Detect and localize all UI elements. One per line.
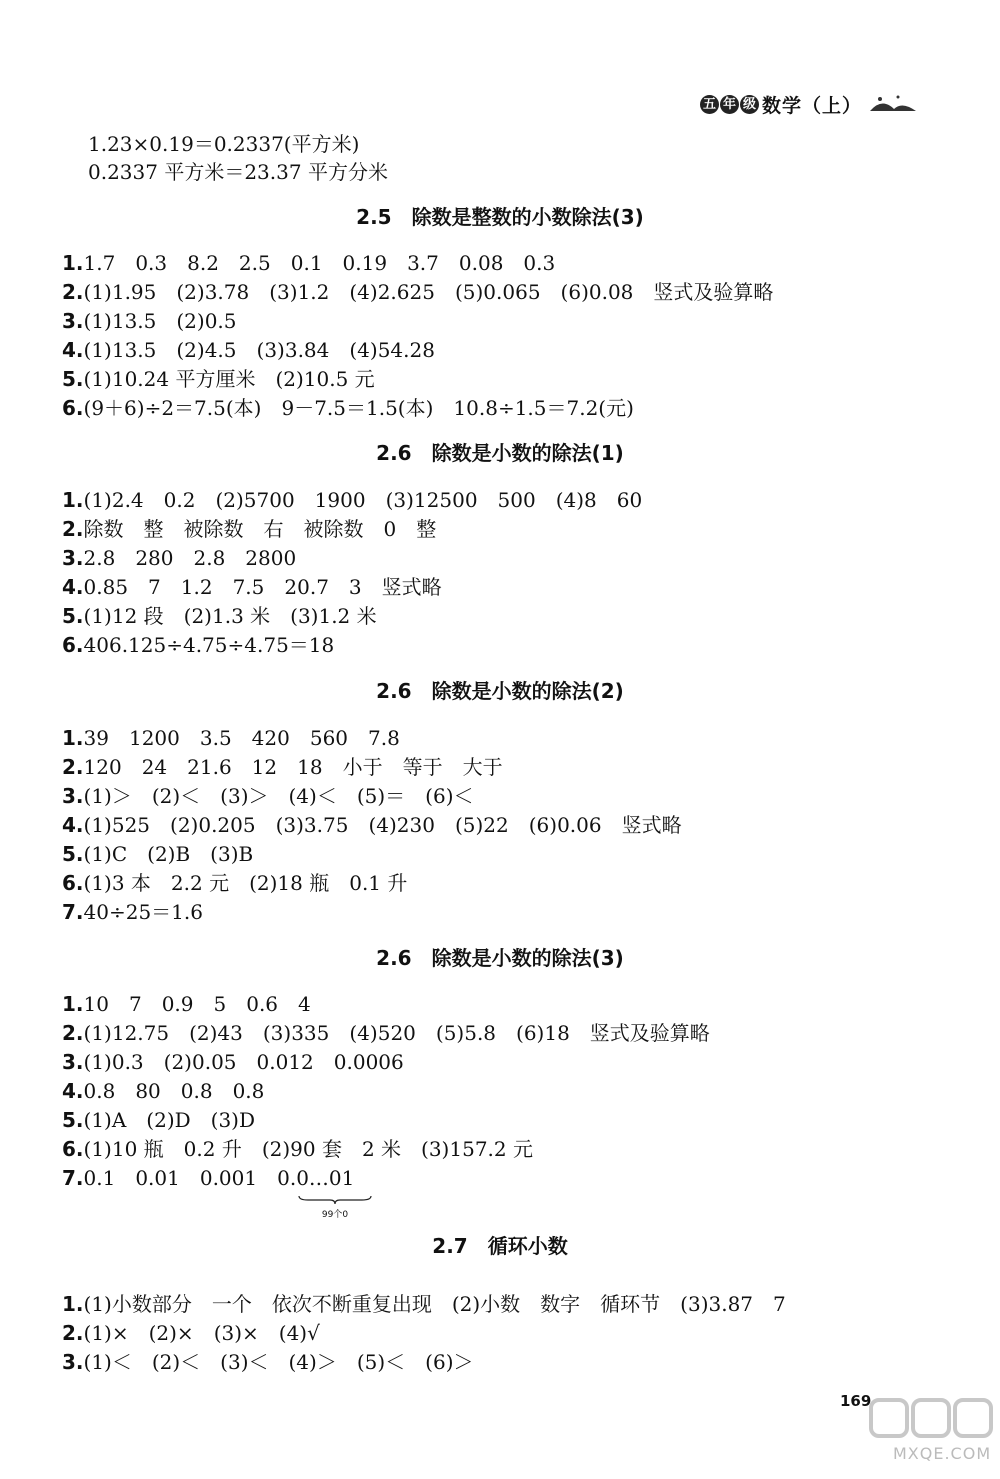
item-number: 5. — [62, 842, 84, 866]
answer-line — [62, 249, 555, 277]
item-text: 120 24 21.6 12 18 小于 等于 大于 — [83, 755, 503, 779]
item-number: 6. — [62, 396, 84, 420]
answer-line — [62, 753, 503, 781]
underbrace-icon — [298, 1195, 372, 1205]
item-text: (1)13.5 (2)4.5 (3)3.84 (4)54.28 — [83, 338, 435, 362]
answer-line — [62, 1106, 255, 1134]
answer-line — [62, 1290, 786, 1318]
page-header — [700, 86, 940, 122]
grade-char: 年 — [720, 95, 739, 114]
answer-line — [62, 1348, 474, 1376]
item-text: (1)C (2)B (3)B — [83, 842, 254, 866]
item-number: 3. — [62, 784, 84, 808]
grade-char: 级 — [740, 95, 759, 114]
grade-char: 五 — [700, 95, 719, 114]
item-number: 2. — [62, 1321, 84, 1345]
item-text: (1)1.95 (2)3.78 (3)1.2 (4)2.625 (5)0.065 (6)0.08 竖式及验算略 — [83, 280, 774, 304]
watermark-text: MXQE.COM — [893, 1444, 992, 1463]
item-number: 3. — [62, 309, 84, 333]
section-title: 2.6 除数是小数的除法(1) — [376, 441, 624, 465]
answer-line — [62, 278, 773, 306]
item-text: (9＋6)÷2＝7.5(本) 9－7.5＝1.5(本) 10.8÷1.5＝7.2(元) — [83, 396, 634, 420]
answer-line — [62, 898, 203, 926]
item-number: 2. — [62, 755, 84, 779]
section-title: 2.6 除数是小数的除法(3) — [376, 946, 624, 970]
page-number: 169 — [840, 1392, 872, 1410]
item-number: 7. — [62, 1166, 84, 1190]
answer-line — [62, 515, 436, 543]
item-text: 1.7 0.3 8.2 2.5 0.1 0.19 3.7 0.08 0.3 — [83, 251, 556, 275]
item-number: 6. — [62, 1137, 84, 1161]
answer-line — [62, 1048, 404, 1076]
item-number: 1. — [62, 992, 84, 1016]
item-text: (1)12 段 (2)1.3 米 (3)1.2 米 — [83, 604, 377, 628]
item-text: (1)10 瓶 0.2 升 (2)90 套 2 米 (3)157.2 元 — [83, 1137, 533, 1161]
item-number: 7. — [62, 900, 84, 924]
item-text: (1)A (2)D (3)D — [83, 1108, 256, 1132]
underbrace-annotation — [298, 1190, 372, 1220]
answer-line — [62, 631, 334, 659]
item-text: 39 1200 3.5 420 560 7.8 — [83, 726, 400, 750]
item-number: 2. — [62, 517, 84, 541]
item-number: 2. — [62, 1021, 84, 1045]
item-text: (1)3 本 2.2 元 (2)18 瓶 0.1 升 — [83, 871, 408, 895]
answer-line — [62, 869, 407, 897]
answer-line — [62, 544, 296, 572]
item-text: (1)13.5 (2)0.5 — [83, 309, 237, 333]
answer-line — [62, 840, 253, 868]
item-number: 6. — [62, 871, 84, 895]
item-text: (1)10.24 平方厘米 (2)10.5 元 — [83, 367, 375, 391]
answer-line — [62, 811, 682, 839]
answer-line — [62, 1164, 354, 1192]
item-text: (1)× (2)× (3)× (4)√ — [83, 1321, 320, 1345]
item-text: (1)0.3 (2)0.05 0.012 0.0006 — [83, 1050, 404, 1074]
answer-line — [62, 1019, 710, 1047]
item-number: 3. — [62, 1050, 84, 1074]
item-number: 1. — [62, 726, 84, 750]
answer-line — [62, 724, 400, 752]
subject-title: 数学（上） — [762, 94, 863, 117]
answer-line — [62, 486, 642, 514]
answer-line — [62, 1135, 533, 1163]
item-number: 5. — [62, 604, 84, 628]
item-number: 4. — [62, 1079, 84, 1103]
item-text: 0.8 80 0.8 0.8 — [83, 1079, 265, 1103]
grade-badge — [700, 95, 759, 114]
intro-line: 1.23×0.19＝0.2337(平方米) — [88, 132, 360, 156]
item-text: (1)2.4 0.2 (2)5700 1900 (3)12500 500 (4)8 60 — [83, 488, 643, 512]
answer-line — [62, 365, 375, 393]
item-text: 0.85 7 1.2 7.5 20.7 3 竖式略 — [83, 575, 442, 599]
item-number: 1. — [62, 1292, 84, 1316]
item-number: 4. — [62, 575, 84, 599]
item-text: (1)＞ (2)＜ (3)＞ (4)＜ (5)＝ (6)＜ — [83, 784, 474, 808]
item-number: 5. — [62, 367, 84, 391]
answer-line — [62, 602, 377, 630]
item-number: 4. — [62, 813, 84, 837]
item-text: 0.1 0.01 0.001 0.0…01 — [83, 1166, 355, 1190]
decoration-icon — [868, 93, 918, 115]
item-number: 5. — [62, 1108, 84, 1132]
answer-line — [62, 1077, 264, 1105]
answer-line — [62, 573, 442, 601]
item-text: (1)小数部分 一个 依次不断重复出现 (2)小数 数字 循环节 (3)3.87 7 — [83, 1292, 786, 1316]
item-number: 6. — [62, 633, 84, 657]
item-number: 3. — [62, 1350, 84, 1374]
item-number: 1. — [62, 488, 84, 512]
answer-line — [62, 990, 311, 1018]
item-text: 除数 整 被除数 右 被除数 0 整 — [83, 517, 437, 541]
item-text: 10 7 0.9 5 0.6 4 — [83, 992, 311, 1016]
item-number: 1. — [62, 251, 84, 275]
item-number: 2. — [62, 280, 84, 304]
item-number: 4. — [62, 338, 84, 362]
answer-line — [62, 394, 634, 422]
underbrace-label: 99个0 — [321, 1210, 349, 1220]
item-text: (1)12.75 (2)43 (3)335 (4)520 (5)5.8 (6)18 竖式及验算略 — [83, 1021, 710, 1045]
item-text: (1)＜ (2)＜ (3)＜ (4)＞ (5)＜ (6)＞ — [83, 1350, 474, 1374]
answer-line — [62, 1319, 320, 1347]
section-title: 2.6 除数是小数的除法(2) — [376, 679, 624, 703]
item-number: 3. — [62, 546, 84, 570]
section-title: 2.7 循环小数 — [432, 1234, 568, 1258]
intro-line: 0.2337 平方米＝23.37 平方分米 — [88, 160, 388, 184]
item-text: 40÷25＝1.6 — [83, 900, 203, 924]
item-text: 2.8 280 2.8 2800 — [83, 546, 297, 570]
answer-line — [62, 336, 435, 364]
item-text: 406.125÷4.75÷4.75＝18 — [83, 633, 335, 657]
answer-line — [62, 782, 474, 810]
section-title: 2.5 除数是整数的小数除法(3) — [356, 205, 644, 229]
answer-line — [62, 307, 237, 335]
item-text: (1)525 (2)0.205 (3)3.75 (4)230 (5)22 (6)0.06 竖式略 — [83, 813, 682, 837]
